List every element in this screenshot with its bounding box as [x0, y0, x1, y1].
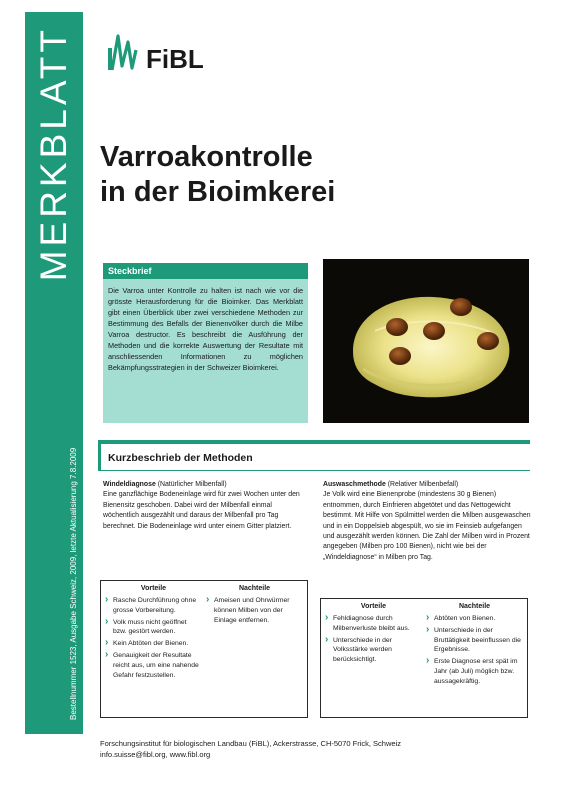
page-title — [100, 140, 520, 210]
fibl-logo-mark-icon — [106, 28, 144, 74]
cons-item: › Erste Diagnose erst spät im Jahr (ab Juli) möglich bzw. aussagekräftig. — [426, 657, 523, 686]
pros-item: › Fehldiagnose durch Milbenverluste bleibt aus. — [325, 614, 422, 634]
auswasch-subtitle: (Relativer Milbenbefall) — [385, 481, 459, 488]
cons-column — [426, 603, 523, 689]
pros-heading: Vorteile — [360, 603, 387, 610]
cons-heading: Nachteile — [458, 603, 491, 610]
footer-address: Forschungsinstitut für biologischen Landbau (FiBL), Ackerstrasse, CH-5070 Frick, Schweiz — [100, 739, 401, 748]
windeldiagnose-column — [103, 480, 308, 532]
fibl-logo-text: FiBL — [146, 44, 204, 74]
sidebar-band — [25, 12, 83, 734]
steckbrief-text: Die Varroa unter Kontrolle zu halten ist nach wie vor die grösste Herausforderung für die Bioimker. Das Merkblatt gibt einen Überblick über zwei verschiedene Methoden zur Bestimmung des Befalls der Bienenvölker durch die Milbe Varroa destructor. Es beschreibt die Ausführung der Methoden und die korrekte Auswertung der Resultate mit anschliessenden Informationen zu möglichen Bekämpfungsstrategien in der Schweizer Bioimkerei. — [108, 286, 303, 372]
pros-heading: Vorteile — [140, 585, 167, 592]
steckbrief-box — [103, 263, 308, 423]
section-tick — [98, 444, 101, 470]
pros-cons-box-auswasch — [320, 598, 528, 718]
steckbrief-heading: Steckbrief — [103, 263, 308, 279]
pros-column — [325, 603, 422, 689]
auswasch-title: Auswaschmethode — [323, 481, 386, 488]
pros-cons-box-windel — [100, 580, 308, 718]
section-underline — [98, 470, 530, 471]
section-rule — [98, 440, 530, 444]
cons-item: › Ameisen und Ohrwürmer können Milben von der Einlage entfernen. — [206, 596, 303, 625]
bee-larva-photo — [323, 259, 529, 423]
pros-column — [105, 585, 202, 682]
pros-item: › Volk muss nicht geöffnet bzw. gestört werden. — [105, 618, 202, 638]
cons-item: › Unterschiede in der Bruttätigkeit beeinflussen die Ergebnisse. — [426, 626, 523, 655]
cons-item: › Abtöten von Bienen. — [426, 614, 523, 624]
bee-larva-illustration — [323, 259, 529, 423]
footer — [100, 738, 401, 760]
windel-title: Windeldiagnose — [103, 481, 156, 488]
fibl-logo — [106, 20, 206, 80]
windel-subtitle: (Natürlicher Milbenfall) — [155, 481, 227, 488]
pros-item: › Genauigkeit der Resultate reicht aus, um eine nahende Gefahr festzustellen. — [105, 651, 202, 680]
title-line-2: in der Bioimkerei — [100, 176, 336, 208]
footer-contact[interactable]: info.suisse@fibl.org, www.fibl.org — [100, 750, 211, 759]
pros-item: › Rasche Durchführung ohne grosse Vorbereitung. — [105, 596, 202, 616]
pros-item: › Unterschiede in der Volksstärke werden berücksichtigt. — [325, 636, 422, 665]
sidebar-title: MERKBLATT — [33, 26, 74, 282]
pros-item: › Kein Abtöten der Bienen. — [105, 639, 202, 649]
auswaschmethode-column — [323, 480, 531, 563]
order-info: Bestellnummer 1523, Ausgabe Schweiz, 2009, letzte Aktualisierung 7.8.2009 — [68, 447, 78, 720]
cons-heading: Nachteile — [238, 585, 271, 592]
title-line-1: Varroakontrolle — [100, 141, 313, 173]
auswasch-text: Je Volk wird eine Bienenprobe (mindestens 30 g Bienen) entnommen, durch Einfrieren abgetötet und das Nettogewicht bestimmt. Mit Hilfe von Spülmittel werden die Milben ausgewaschen und in ein Doppelsieb abgespült, wo sie im Feinsieb aufgefangen und ausgezählt werden können. Die Zahl der Milben wird in Prozent angegeben (Milben pro 100 Bienen), nicht wie bei der „Windeldiagnose“ in Milben pro Tag. — [323, 491, 531, 561]
cons-column — [206, 585, 303, 682]
windel-text: Eine ganzflächige Bodeneinlage wird für zwei Wochen unter den Bienensitz geschoben. Dabei wird der Milbenfall einmal wöchentlich ausgezählt und daraus der Milbenfall pro Tag berechnet. Die Bodeneinlage wird unter einem Gitter platziert. — [103, 491, 300, 530]
section-heading: Kurzbeschrieb der Methoden — [108, 452, 253, 464]
